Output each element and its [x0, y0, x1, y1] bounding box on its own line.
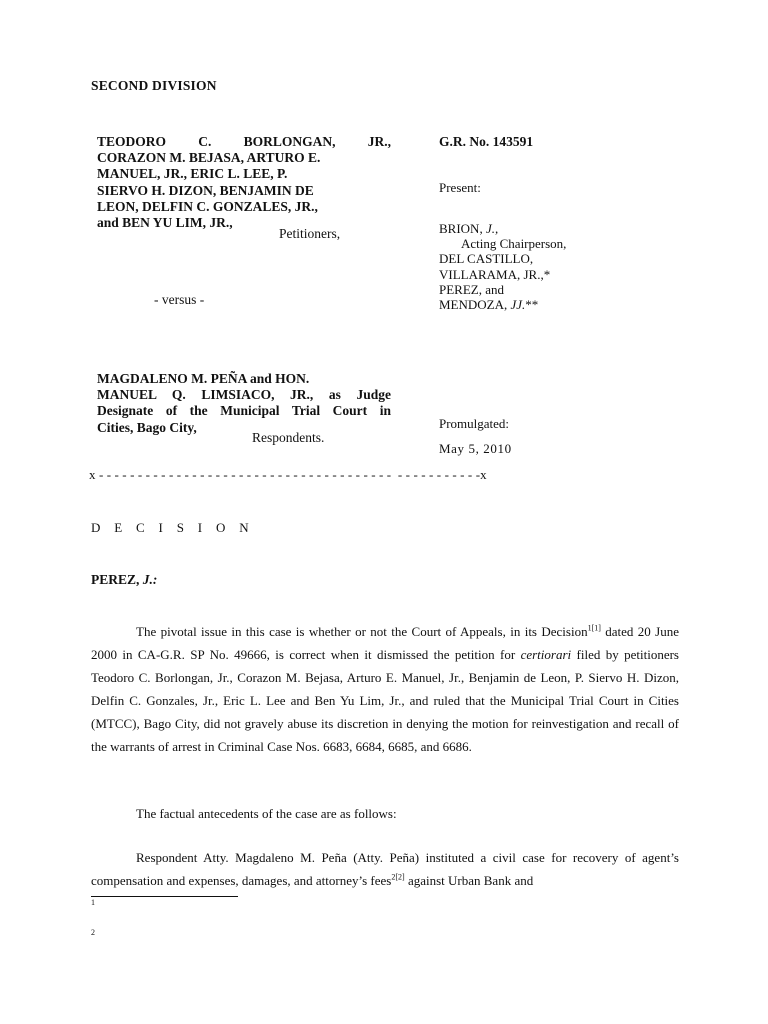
bench-member: DEL CASTILLO,: [439, 251, 534, 267]
bench-title: J.,: [485, 221, 499, 236]
respondents-block: [97, 371, 391, 436]
bench-member: PEREZ, and: [439, 281, 504, 297]
petitioners-line: SIERVO H. DIZON, BENJAMIN DE: [97, 182, 314, 198]
decision-heading: D E C I S I O N: [91, 520, 254, 535]
ponente-name: PEREZ,: [91, 572, 143, 587]
petitioners-line: MANUEL, JR., ERIC L. LEE, P.: [97, 166, 288, 182]
bench-title: JJ.: [510, 297, 526, 313]
respondents-line: Cities, Bago City,: [97, 419, 197, 435]
paragraph-text: against Urban Bank and: [404, 873, 534, 888]
bench-member: [439, 221, 566, 236]
division-heading: SECOND DIVISION: [91, 78, 217, 93]
paragraph-text: dated 20 June 2000 in CA-G.R. SP No. 49666, is correct when it dismissed the petition for: [91, 624, 680, 662]
footnote-divider: [91, 896, 238, 897]
footnote-ref[interactable]: 1[1]: [587, 623, 601, 633]
case-number: G.R. No. 143591: [439, 134, 534, 149]
paragraph-3: [91, 846, 679, 892]
bench-list: [439, 221, 566, 312]
petitioners-line: CORAZON M. BEJASA, ARTURO E.: [97, 150, 321, 166]
bench-member-role: Acting Chairperson,: [461, 236, 567, 252]
respondents-line: Designate of the Municipal Trial Court in: [97, 403, 391, 419]
ponente-title: J.:: [142, 572, 158, 587]
footnote-1: 1: [91, 898, 95, 907]
paragraph-text: Respondent Atty. Magdaleno M. Peña (Atty. Peña) instituted a civil case for recovery of agent’s compensation and expenses, damages, and attorney’s fees: [91, 850, 679, 888]
present-label: Present:: [439, 180, 481, 195]
petitioners-role: Petitioners,: [279, 226, 341, 241]
bench-name: MENDOZA,: [439, 297, 511, 313]
petitioners-line: TEODORO C. BORLONGAN, JR.,: [97, 134, 391, 149]
respondents-line: MAGDALENO M. PEÑA and HON.: [97, 371, 310, 386]
promulgated-label: Promulgated:: [439, 416, 510, 431]
petitioners-block: [97, 134, 391, 231]
paragraph-text: filed by petitioners Teodoro C. Borlongan, Jr., Corazon M. Bejasa, Arturo E. Manuel, Jr., Benjamin de Leon, P. Siervo H. Dizon, Delfin C. Gonzales, Jr., Eric L. Lee and Ben Yu Lim, Jr., and ruled that the Municipal Trial Court in Cities (MTCC), Bago City, did not gravely abuse its discretion in denying the motion for reinvestigation and recall of the warrants of arrest in Criminal Case Nos. 6683, 6684, 6685, and 6686.: [91, 647, 679, 754]
petitioners-line: and BEN YU LIM, JR.,: [97, 215, 233, 231]
paragraph-text: The pivotal issue in this case is whether or not the Court of Appeals, in its Decision: [136, 624, 588, 639]
footnote-2: 2: [91, 928, 95, 937]
versus-label: - versus -: [154, 292, 205, 307]
paragraph-2: [91, 802, 679, 825]
ponente: [91, 572, 157, 588]
bench-name: BRION,: [439, 221, 486, 236]
respondents-role: Respondents.: [252, 430, 325, 445]
respondents-line: MANUEL Q. LIMSIACO, JR., as Judge: [97, 387, 391, 403]
petitioners-line: LEON, DELFIN C. GONZALES, JR.,: [97, 198, 318, 214]
paragraph-italic: certiorari: [520, 647, 572, 662]
bench-member: VILLARAMA, JR.,*: [439, 266, 551, 282]
paragraph-text: The factual antecedents of the case are as follows:: [136, 806, 397, 821]
bench-member: [439, 297, 566, 312]
bench-suffix: **: [525, 297, 539, 313]
paragraph-1: [91, 620, 679, 758]
footnote-ref[interactable]: 2[2]: [391, 872, 405, 882]
separator-line: x - - - - - - - - - - - - - - - - - - - - - - - - - - - - - - - - - - - - - - - - - - - - - - - - -x: [89, 467, 487, 482]
promulgation-date: May 5, 2010: [439, 441, 512, 456]
